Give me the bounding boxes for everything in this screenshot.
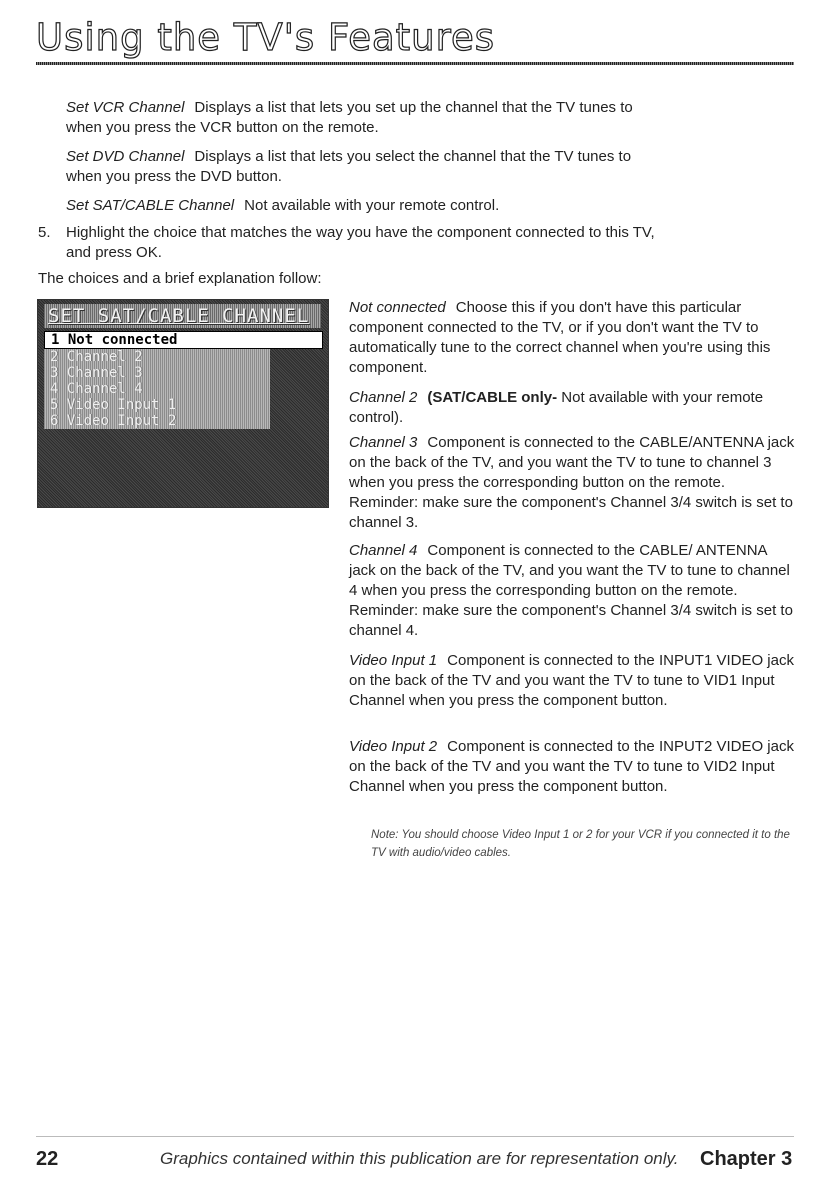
note: Note: You should choose Video Input 1 or 2 for your VCR if you connected it to the TV with audio/video cables. xyxy=(371,829,790,859)
option-term: Set DVD Channel xyxy=(66,148,185,165)
choice-term: Channel 4 xyxy=(349,542,418,559)
choice-term: Video Input 2 xyxy=(349,738,438,755)
option-description: Not available with your remote control. xyxy=(244,197,500,214)
page-number: 22 xyxy=(36,1148,59,1170)
choice-description: Component is connected to the CABLE/ANTENNA jack on the back of the TV, and you want the TV to tune to channel 3 when you press the corresponding button on the remote. Reminder: make sure the component's Channel 3/4 switch is set to channel 3. xyxy=(349,434,795,531)
step-5 xyxy=(38,223,658,263)
intro-text: The choices and a brief explanation follow: xyxy=(38,270,322,287)
option-set-satcable-channel xyxy=(66,196,706,216)
choice-description: Not available with your remote control). xyxy=(349,389,764,426)
footer-rule xyxy=(36,1136,794,1137)
choice-channel-2 xyxy=(349,388,797,428)
step-text: Highlight the choice that matches the way you have the component connected to this TV, and press OK. xyxy=(66,224,655,261)
tv-menu-title: SET SAT/CABLE CHANNEL xyxy=(44,304,321,328)
tv-menu-list xyxy=(44,331,321,429)
choice-term: Not connected xyxy=(349,299,446,316)
tv-menu-item: 1 Not connected xyxy=(44,331,323,349)
choice-description: Component is connected to the INPUT2 VIDEO jack on the back of the TV and you want the TV to tune to VID2 Input Channel when you press the component button. xyxy=(349,738,794,795)
tv-menu-item: 6 Video Input 2 xyxy=(44,413,270,429)
option-term: Set VCR Channel xyxy=(66,99,185,116)
choice-video-input-2 xyxy=(349,737,797,797)
choice-description: Component is connected to the CABLE/ ANTENNA jack on the back of the TV, and you want the TV to tune to channel 4 when you press the corresponding button on the remote. Reminder: make sure the component's Channel 3/4 switch is set to channel 4. xyxy=(349,542,793,639)
choice-term: Channel 2 xyxy=(349,389,418,406)
choice-term: Channel 3 xyxy=(349,434,418,451)
chapter-label: Chapter 3 xyxy=(700,1148,793,1170)
choice-term: Video Input 1 xyxy=(349,652,438,669)
option-set-dvd-channel xyxy=(66,147,666,187)
tv-menu-screenshot xyxy=(37,299,329,508)
tv-menu-item: 2 Channel 2 xyxy=(44,349,270,365)
tv-menu-item: 4 Channel 4 xyxy=(44,381,270,397)
option-description: Displays a list that lets you select the channel that the TV tunes to when you press the DVD button. xyxy=(66,148,632,185)
choice-channel-4 xyxy=(349,541,797,641)
tv-menu-item: 5 Video Input 1 xyxy=(44,397,270,413)
option-term: Set SAT/CABLE Channel xyxy=(66,197,235,214)
option-set-vcr-channel xyxy=(66,98,666,138)
choice-description: Choose this if you don't have this particular component connected to the TV, or if you don't want the TV to automatically tune to the correct channel when you're using this component. xyxy=(349,299,771,376)
option-description: Displays a list that lets you set up the channel that the TV tunes to when you press the VCR button on the remote. xyxy=(66,99,633,136)
choice-qualifier: (SAT/CABLE only- xyxy=(427,389,558,406)
step-number: 5. xyxy=(38,224,51,241)
choice-description: Component is connected to the INPUT1 VIDEO jack on the back of the TV and you want the TV to tune to VID1 Input Channel when you press the component button. xyxy=(349,652,794,709)
footer-disclaimer: Graphics contained within this publication are for representation only. xyxy=(160,1149,679,1168)
page-title: Using the TV's Features xyxy=(36,16,496,59)
choice-not-connected xyxy=(349,298,797,378)
tv-menu-item: 3 Channel 3 xyxy=(44,365,270,381)
choice-video-input-1 xyxy=(349,651,797,711)
choice-channel-3 xyxy=(349,433,797,533)
title-underline xyxy=(36,62,794,65)
